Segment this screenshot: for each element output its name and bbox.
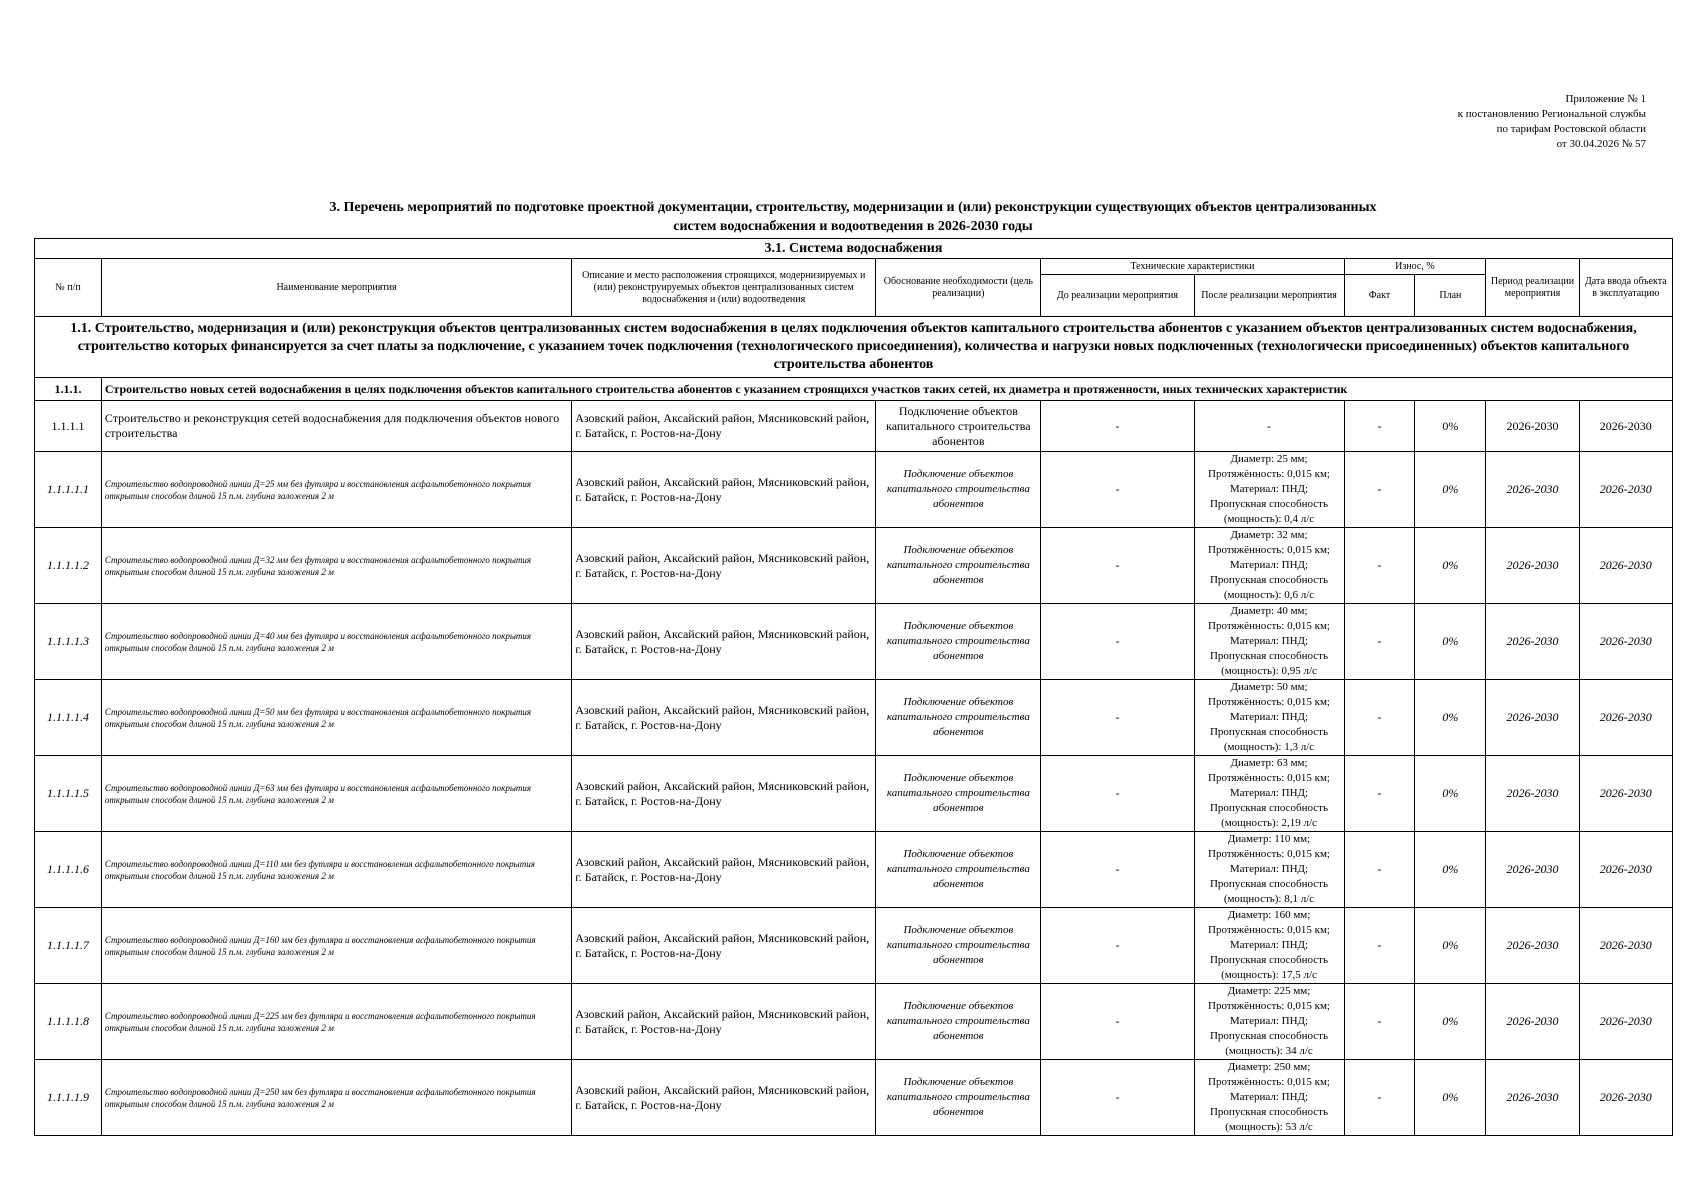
row-name: Строительство водопроводной линии Д=250 мм без футляра и восстановления асфальтобетонного покрытия открытым способом длиной 15 п.м. глубина заложения 2 м bbox=[101, 1060, 571, 1136]
table-row bbox=[35, 452, 1673, 528]
after-diameter: Диаметр: 63 мм; bbox=[1230, 757, 1308, 769]
row-date: 2026-2030 bbox=[1579, 1060, 1672, 1136]
row-num: 1.1.1.1.3 bbox=[35, 604, 102, 680]
row-date: 2026-2030 bbox=[1579, 756, 1672, 832]
after-length: Протяжённость: 0,015 км; bbox=[1208, 620, 1330, 632]
after-diameter: Диаметр: 250 мм; bbox=[1227, 1061, 1311, 1073]
after-diameter: Диаметр: 110 мм; bbox=[1227, 833, 1311, 845]
after-capacity: (мощность): 2,19 л/с bbox=[1221, 817, 1317, 829]
item-plan: 0% bbox=[1415, 401, 1486, 452]
row-fact: - bbox=[1344, 1060, 1415, 1136]
row-justification: Подключение объектов капитального строительства абонентов bbox=[876, 984, 1041, 1060]
row-name: Строительство водопроводной линии Д=110 мм без футляра и восстановления асфальтобетонного покрытия открытым способом длиной 15 п.м. глубина заложения 2 м bbox=[101, 832, 571, 908]
row-period: 2026-2030 bbox=[1486, 680, 1579, 756]
row-justification: Подключение объектов капитального строительства абонентов bbox=[876, 756, 1041, 832]
after-diameter: Диаметр: 50 мм; bbox=[1230, 681, 1308, 693]
subsection-num: 1.1.1. bbox=[35, 378, 102, 401]
after-material: Материал: ПНД; bbox=[1229, 559, 1309, 571]
row-name: Строительство водопроводной линии Д=63 мм без футляра и восстановления асфальтобетонного покрытия открытым способом длиной 15 п.м. глубина заложения 2 м bbox=[101, 756, 571, 832]
section-title: 1.1. Строительство, модернизация и (или) реконструкция объектов централизованных систем водоснабжения в целях подключения объектов капитального строительства абонентов с указанием объектов централизованных систем водоснабжения, строительство которых финансируется за счет платы за подключение, с указанием точек подключения (технологического присоединения), количества и нагрузки новых подключенных (технологически присоединенных) объектов капитального строительства абонентов bbox=[35, 317, 1673, 378]
row-before: - bbox=[1041, 604, 1194, 680]
row-date: 2026-2030 bbox=[1579, 604, 1672, 680]
table-row bbox=[35, 984, 1673, 1060]
header-period: Период реализации мероприятия bbox=[1486, 259, 1579, 317]
after-diameter: Диаметр: 160 мм; bbox=[1227, 909, 1311, 921]
row-num: 1.1.1.1.6 bbox=[35, 832, 102, 908]
after-capacity-label: Пропускная способность bbox=[1209, 498, 1329, 510]
row-plan: 0% bbox=[1415, 756, 1486, 832]
row-name: Строительство водопроводной линии Д=160 мм без футляра и восстановления асфальтобетонного покрытия открытым способом длиной 15 п.м. глубина заложения 2 м bbox=[101, 908, 571, 984]
after-capacity-label: Пропускная способность bbox=[1209, 726, 1329, 738]
table-row bbox=[35, 528, 1673, 604]
row-justification: Подключение объектов капитального строительства абонентов bbox=[876, 452, 1041, 528]
row-period: 2026-2030 bbox=[1486, 528, 1579, 604]
row-num: 1.1.1.1.1 bbox=[35, 452, 102, 528]
after-length: Протяжённость: 0,015 км; bbox=[1208, 1000, 1330, 1012]
item-location: Азовский район, Аксайский район, Мясниковский район, г. Батайск, г. Ростов-на-Дону bbox=[572, 401, 876, 452]
row-after bbox=[1194, 1060, 1344, 1136]
row-date: 2026-2030 bbox=[1579, 984, 1672, 1060]
item-date: 2026-2030 bbox=[1579, 401, 1672, 452]
after-capacity-label: Пропускная способность bbox=[1209, 1030, 1329, 1042]
row-location: Азовский район, Аксайский район, Мясниковский район, г. Батайск, г. Ростов-на-Дону bbox=[572, 452, 876, 528]
appendix-line: Приложение № 1 bbox=[1565, 93, 1646, 105]
table-row bbox=[35, 908, 1673, 984]
after-material: Материал: ПНД; bbox=[1229, 863, 1309, 875]
row-justification: Подключение объектов капитального строительства абонентов bbox=[876, 528, 1041, 604]
after-diameter: Диаметр: 225 мм; bbox=[1227, 985, 1311, 997]
row-name: Строительство водопроводной линии Д=225 мм без футляра и восстановления асфальтобетонного покрытия открытым способом длиной 15 п.м. глубина заложения 2 м bbox=[101, 984, 571, 1060]
row-location: Азовский район, Аксайский район, Мясниковский район, г. Батайск, г. Ростов-на-Дону bbox=[572, 680, 876, 756]
row-location: Азовский район, Аксайский район, Мясниковский район, г. Батайск, г. Ростов-на-Дону bbox=[572, 528, 876, 604]
row-fact: - bbox=[1344, 528, 1415, 604]
after-capacity-label: Пропускная способность bbox=[1209, 878, 1329, 890]
header-wear-fact: Факт bbox=[1344, 275, 1415, 317]
subsection-title: Строительство новых сетей водоснабжения в целях подключения объектов капитального строительства абонентов с указанием строящихся участков таких сетей, их диаметра и протяженности, иных технических характеристик bbox=[101, 378, 1672, 401]
row-date: 2026-2030 bbox=[1579, 832, 1672, 908]
row-name: Строительство водопроводной линии Д=40 мм без футляра и восстановления асфальтобетонного покрытия открытым способом длиной 15 п.м. глубина заложения 2 м bbox=[101, 604, 571, 680]
after-material: Материал: ПНД; bbox=[1229, 483, 1309, 495]
row-fact: - bbox=[1344, 832, 1415, 908]
row-plan: 0% bbox=[1415, 1060, 1486, 1136]
after-length: Протяжённость: 0,015 км; bbox=[1208, 696, 1330, 708]
row-num: 1.1.1.1.4 bbox=[35, 680, 102, 756]
row-period: 2026-2030 bbox=[1486, 984, 1579, 1060]
after-capacity: (мощность): 8,1 л/с bbox=[1223, 893, 1315, 905]
row-location: Азовский район, Аксайский район, Мясниковский район, г. Батайск, г. Ростов-на-Дону bbox=[572, 1060, 876, 1136]
item-justification: Подключение объектов капитального строительства абонентов bbox=[876, 401, 1041, 452]
system-title-row bbox=[35, 239, 1673, 259]
row-plan: 0% bbox=[1415, 680, 1486, 756]
row-date: 2026-2030 bbox=[1579, 528, 1672, 604]
row-before: - bbox=[1041, 680, 1194, 756]
row-period: 2026-2030 bbox=[1486, 1060, 1579, 1136]
row-before: - bbox=[1041, 984, 1194, 1060]
title-line: систем водоснабжения и водоотведения в 2026-2030 годы bbox=[673, 219, 1033, 234]
after-length: Протяжённость: 0,015 км; bbox=[1208, 468, 1330, 480]
after-diameter: Диаметр: 40 мм; bbox=[1230, 605, 1308, 617]
row-justification: Подключение объектов капитального строительства абонентов bbox=[876, 908, 1041, 984]
item-num: 1.1.1.1 bbox=[35, 401, 102, 452]
after-capacity-label: Пропускная способность bbox=[1209, 954, 1329, 966]
item-fact: - bbox=[1344, 401, 1415, 452]
row-before: - bbox=[1041, 908, 1194, 984]
row-fact: - bbox=[1344, 680, 1415, 756]
row-date: 2026-2030 bbox=[1579, 680, 1672, 756]
header-wear: Износ, % bbox=[1344, 259, 1486, 275]
row-period: 2026-2030 bbox=[1486, 604, 1579, 680]
after-material: Материал: ПНД; bbox=[1229, 711, 1309, 723]
after-diameter: Диаметр: 32 мм; bbox=[1230, 529, 1308, 541]
appendix-line: от 30.04.2026 № 57 bbox=[1556, 138, 1646, 150]
system-title: 3.1. Система водоснабжения bbox=[35, 239, 1673, 259]
table-row bbox=[35, 756, 1673, 832]
row-location: Азовский район, Аксайский район, Мясниковский район, г. Батайск, г. Ростов-на-Дону bbox=[572, 832, 876, 908]
after-capacity: (мощность): 53 л/с bbox=[1225, 1121, 1313, 1133]
after-length: Протяжённость: 0,015 км; bbox=[1208, 924, 1330, 936]
row-location: Азовский район, Аксайский район, Мясниковский район, г. Батайск, г. Ростов-на-Дону bbox=[572, 908, 876, 984]
row-name: Строительство водопроводной линии Д=50 мм без футляра и восстановления асфальтобетонного покрытия открытым способом длиной 15 п.м. глубина заложения 2 м bbox=[101, 680, 571, 756]
row-fact: - bbox=[1344, 604, 1415, 680]
header-commission-date: Дата ввода объекта в эксплуатацию bbox=[1579, 259, 1672, 317]
after-capacity: (мощность): 0,95 л/с bbox=[1221, 665, 1317, 677]
row-date: 2026-2030 bbox=[1579, 908, 1672, 984]
row-before: - bbox=[1041, 756, 1194, 832]
row-justification: Подключение объектов капитального строительства абонентов bbox=[876, 1060, 1041, 1136]
after-length: Протяжённость: 0,015 км; bbox=[1208, 1076, 1330, 1088]
after-length: Протяжённость: 0,015 км; bbox=[1208, 772, 1330, 784]
table-row bbox=[35, 832, 1673, 908]
row-location: Азовский район, Аксайский район, Мясниковский район, г. Батайск, г. Ростов-на-Дону bbox=[572, 604, 876, 680]
after-capacity: (мощность): 17,5 л/с bbox=[1221, 969, 1317, 981]
row-after bbox=[1194, 452, 1344, 528]
measures-table bbox=[34, 238, 1673, 1136]
row-before: - bbox=[1041, 1060, 1194, 1136]
row-num: 1.1.1.1.9 bbox=[35, 1060, 102, 1136]
section-row bbox=[35, 317, 1673, 378]
after-capacity: (мощность): 0,6 л/с bbox=[1223, 589, 1315, 601]
row-fact: - bbox=[1344, 756, 1415, 832]
after-diameter: Диаметр: 25 мм; bbox=[1230, 453, 1308, 465]
row-after bbox=[1194, 832, 1344, 908]
row-before: - bbox=[1041, 528, 1194, 604]
header-tech-after: После реализации мероприятия bbox=[1194, 275, 1344, 317]
item-before: - bbox=[1041, 401, 1194, 452]
after-material: Материал: ПНД; bbox=[1229, 635, 1309, 647]
table-row bbox=[35, 680, 1673, 756]
row-after bbox=[1194, 756, 1344, 832]
item-after: - bbox=[1194, 401, 1344, 452]
header-name: Наименование мероприятия bbox=[101, 259, 571, 317]
row-after bbox=[1194, 984, 1344, 1060]
header-wear-plan: План bbox=[1415, 275, 1486, 317]
row-date: 2026-2030 bbox=[1579, 452, 1672, 528]
item-period: 2026-2030 bbox=[1486, 401, 1579, 452]
after-material: Материал: ПНД; bbox=[1229, 1091, 1309, 1103]
row-num: 1.1.1.1.2 bbox=[35, 528, 102, 604]
after-capacity: (мощность): 34 л/с bbox=[1225, 1045, 1313, 1057]
row-after bbox=[1194, 528, 1344, 604]
row-plan: 0% bbox=[1415, 984, 1486, 1060]
row-justification: Подключение объектов капитального строительства абонентов bbox=[876, 604, 1041, 680]
row-name: Строительство водопроводной линии Д=25 мм без футляра и восстановления асфальтобетонного покрытия открытым способом длиной 15 п.м. глубина заложения 2 м bbox=[101, 452, 571, 528]
row-period: 2026-2030 bbox=[1486, 908, 1579, 984]
row-location: Азовский район, Аксайский район, Мясниковский район, г. Батайск, г. Ростов-на-Дону bbox=[572, 756, 876, 832]
row-plan: 0% bbox=[1415, 452, 1486, 528]
item-row bbox=[35, 401, 1673, 452]
row-plan: 0% bbox=[1415, 604, 1486, 680]
after-capacity-label: Пропускная способность bbox=[1209, 574, 1329, 586]
row-before: - bbox=[1041, 832, 1194, 908]
header-tech-before: До реализации мероприятия bbox=[1041, 275, 1194, 317]
after-capacity-label: Пропускная способность bbox=[1209, 650, 1329, 662]
title-line: 3. Перечень мероприятий по подготовке проектной документации, строительству, модернизации и (или) реконструкции существующих объектов централизованных bbox=[329, 200, 1377, 215]
after-material: Материал: ПНД; bbox=[1229, 939, 1309, 951]
row-num: 1.1.1.1.5 bbox=[35, 756, 102, 832]
row-period: 2026-2030 bbox=[1486, 832, 1579, 908]
after-capacity: (мощность): 1,3 л/с bbox=[1223, 741, 1315, 753]
subsection-row bbox=[35, 378, 1673, 401]
after-capacity: (мощность): 0,4 л/с bbox=[1223, 513, 1315, 525]
row-before: - bbox=[1041, 452, 1194, 528]
after-capacity-label: Пропускная способность bbox=[1209, 802, 1329, 814]
row-plan: 0% bbox=[1415, 832, 1486, 908]
after-length: Протяжённость: 0,015 км; bbox=[1208, 544, 1330, 556]
row-fact: - bbox=[1344, 984, 1415, 1060]
after-material: Материал: ПНД; bbox=[1229, 787, 1309, 799]
row-fact: - bbox=[1344, 908, 1415, 984]
after-material: Материал: ПНД; bbox=[1229, 1015, 1309, 1027]
row-justification: Подключение объектов капитального строительства абонентов bbox=[876, 832, 1041, 908]
header-description: Описание и место расположения строящихся, модернизируемых и (или) реконструируемых объектов централизованных систем водоснабжения и (или) водоотведения bbox=[572, 259, 876, 317]
header-row bbox=[35, 259, 1673, 275]
header-justification: Обоснование необходимости (цель реализации) bbox=[876, 259, 1041, 317]
row-plan: 0% bbox=[1415, 908, 1486, 984]
row-period: 2026-2030 bbox=[1486, 756, 1579, 832]
header-num: № п/п bbox=[35, 259, 102, 317]
row-after bbox=[1194, 680, 1344, 756]
appendix-line: к постановлению Региональной службы bbox=[1457, 108, 1646, 120]
row-num: 1.1.1.1.8 bbox=[35, 984, 102, 1060]
row-name: Строительство водопроводной линии Д=32 мм без футляра и восстановления асфальтобетонного покрытия открытым способом длиной 15 п.м. глубина заложения 2 м bbox=[101, 528, 571, 604]
appendix-line: по тарифам Ростовской области bbox=[1496, 123, 1646, 135]
after-capacity-label: Пропускная способность bbox=[1209, 1106, 1329, 1118]
row-plan: 0% bbox=[1415, 528, 1486, 604]
row-num: 1.1.1.1.7 bbox=[35, 908, 102, 984]
document-title bbox=[34, 198, 1672, 236]
after-length: Протяжённость: 0,015 км; bbox=[1208, 848, 1330, 860]
row-fact: - bbox=[1344, 452, 1415, 528]
appendix-block bbox=[1458, 92, 1646, 152]
row-justification: Подключение объектов капитального строительства абонентов bbox=[876, 680, 1041, 756]
item-name: Строительство и реконструкция сетей водоснабжения для подключения объектов нового строительства bbox=[101, 401, 571, 452]
header-tech: Технические характеристики bbox=[1041, 259, 1344, 275]
table-row bbox=[35, 604, 1673, 680]
row-location: Азовский район, Аксайский район, Мясниковский район, г. Батайск, г. Ростов-на-Дону bbox=[572, 984, 876, 1060]
row-after bbox=[1194, 908, 1344, 984]
row-period: 2026-2030 bbox=[1486, 452, 1579, 528]
row-after bbox=[1194, 604, 1344, 680]
table-row bbox=[35, 1060, 1673, 1136]
